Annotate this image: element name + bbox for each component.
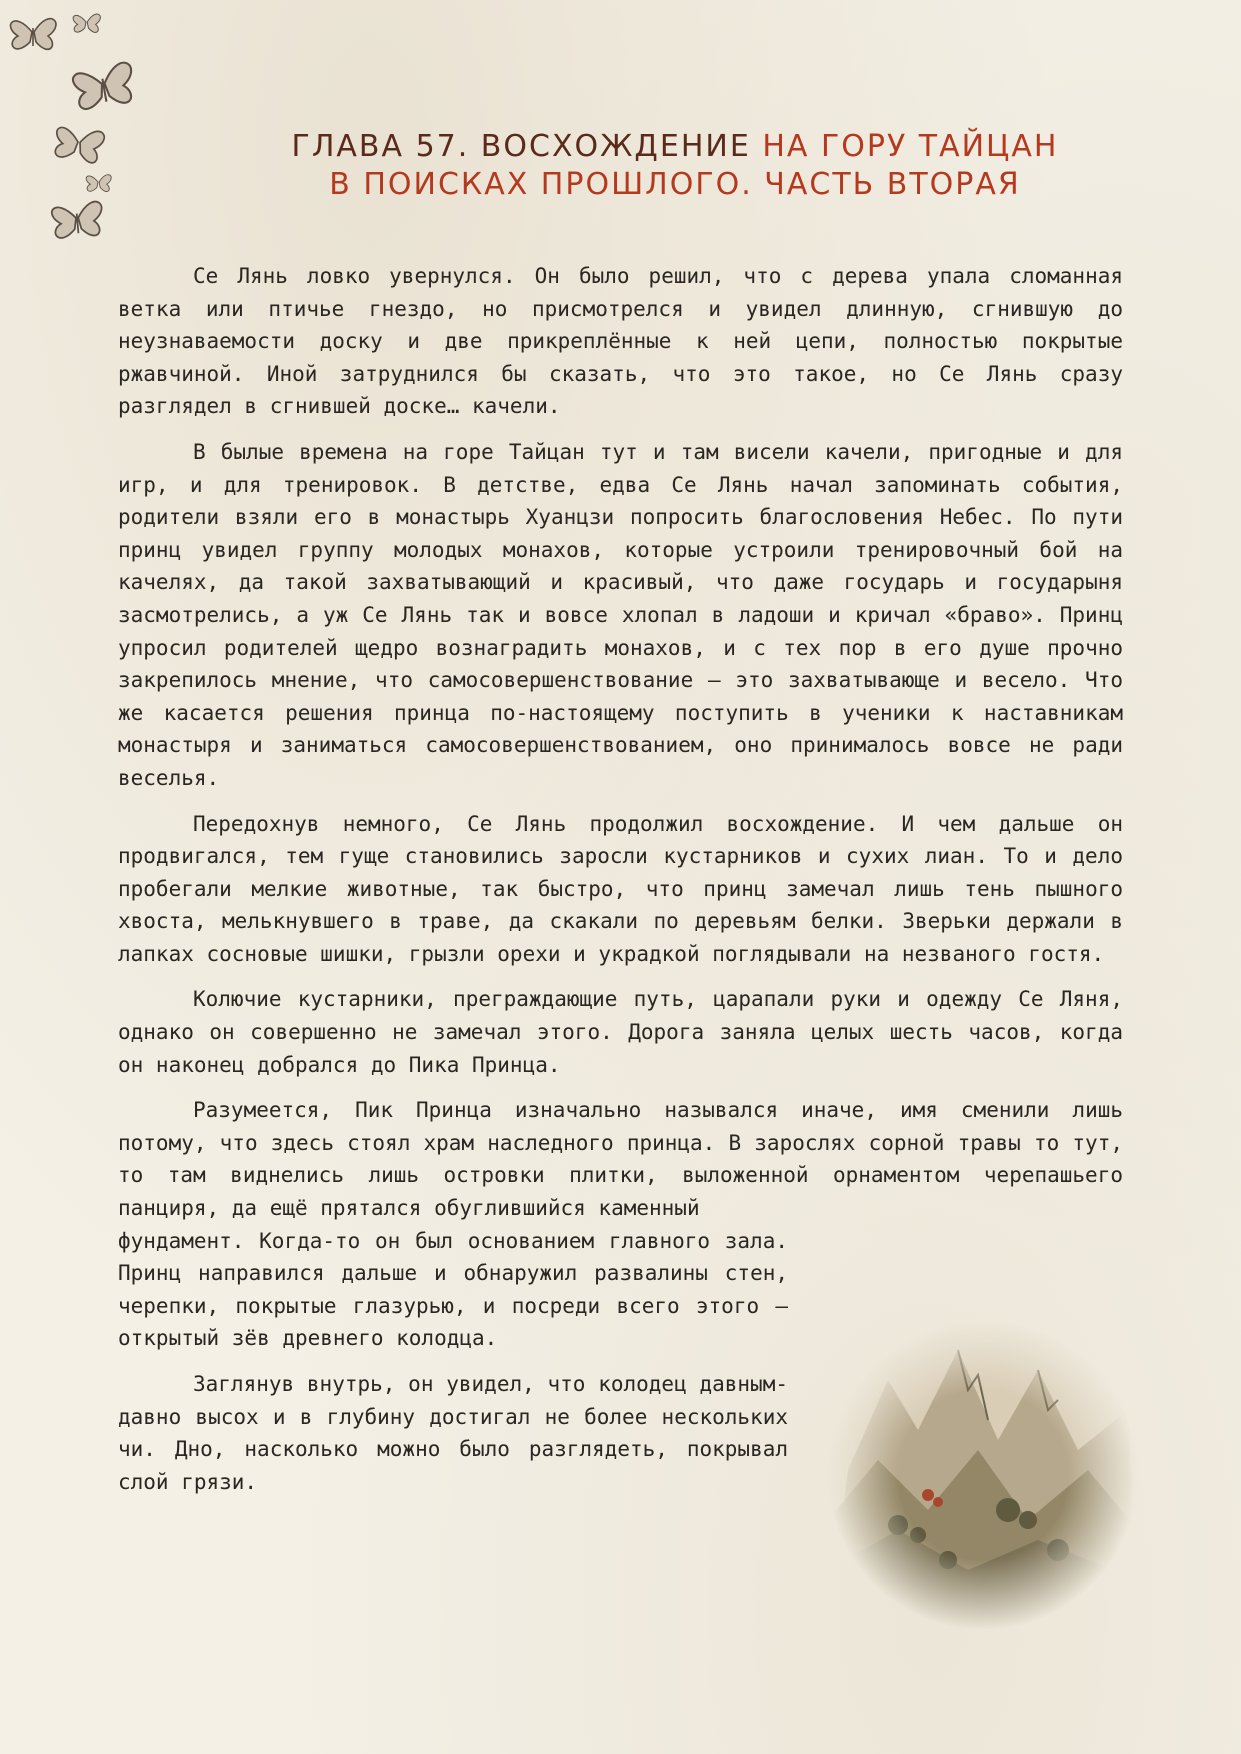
chapter-title-part2: НА ГОРУ ТАЙЦАН <box>762 129 1059 164</box>
butterflies-icon <box>0 0 160 260</box>
chapter-title <box>160 128 1190 204</box>
paragraph: Колючие кустарники, преграждающие путь, царапали руки и одежду Се Ляня, однако он совершенно не замечал этого. Дорога заняла целых шесть часов, когда он наконец добрался до Пика Принца. <box>118 987 1123 1077</box>
chapter-title-line1 <box>160 128 1190 166</box>
wrapped-text-block <box>118 1225 788 1499</box>
chapter-title-part1: ГЛАВА 57. ВОСХОЖДЕНИЕ <box>291 129 763 164</box>
paragraph: В былые времена на горе Тайцан тут и там висели качели, пригодные и для игр, и для тренировок. В детстве, едва Се Лянь начал запоминать события, родители взяли его в монастырь Хуанцзи попросить благословения Небес. По пути принц увидел группу молодых монахов, которые устроили тренировочный бой на качелях, да такой захватывающий и красивый, что даже государь и государыня засмотрелись, а уж Се Лянь так и вовсе хлопал в ладоши и кричал «браво». Принц упросил родителей щедро вознаградить монахов, и с тех пор в его душе прочно закрепилось мнение, что самосовершенствование — это захватывающе и весело. Что же касается решения принца по-настоящему поступить в ученики к наставникам монастыря и заниматься самосовершенствованием, оно принималось вовсе не ради веселья. <box>118 439 1123 790</box>
paragraph: Передохнув немного, Се Лянь продолжил восхождение. И чем дальше он продвигался, тем гуще становились заросли кустарников и сухих лиан. То и дело пробегали мелкие животные, так быстро, что принц замечал лишь тень пышного хвоста, мелькнувшего в траве, да скакали по деревьям белки. Зверьки держали в лапках сосновые шишки, грызли орехи и украдкой поглядывали на незваного гостя. <box>118 811 1123 966</box>
landscape-painting-icon <box>828 1320 1138 1630</box>
paragraph: Разумеется, Пик Принца изначально назывался иначе, имя сменили лишь потому, что здесь стоял храм наследного принца. В зарослях сорной травы то тут, то там виднелись лишь островки плитки, выложенной орнаментом черепашьего панциря, да ещё прятался обуглившийся каменный <box>118 1098 1123 1221</box>
chapter-title-line2: В ПОИСКАХ ПРОШЛОГО. ЧАСТЬ ВТОРАЯ <box>329 167 1021 202</box>
paragraph: Се Лянь ловко увернулся. Он было решил, что с дерева упала сломанная ветка или птичье гнездо, но присмотрелся и увидел длинную, сгнившую до неузнаваемости доску и две прикреплённые к ней цепи, полностью покрытые ржавчиной. Иной затруднился бы сказать, что это такое, но Се Лянь сразу разглядел в сгнившей доске… качели. <box>118 264 1123 419</box>
paragraph: Заглянув внутрь, он увидел, что колодец давным-давно высох и в глубину достигал не более нескольких чи. Дно, насколько можно было разглядеть, покрывал слой грязи. <box>118 1372 788 1494</box>
paragraph: фундамент. Когда-то он был основанием главного зала. Принц направился дальше и обнаружил развалины стен, черепки, покрытые глазурью, и посреди всего этого — открытый зёв древнего колодца. <box>118 1228 788 1351</box>
